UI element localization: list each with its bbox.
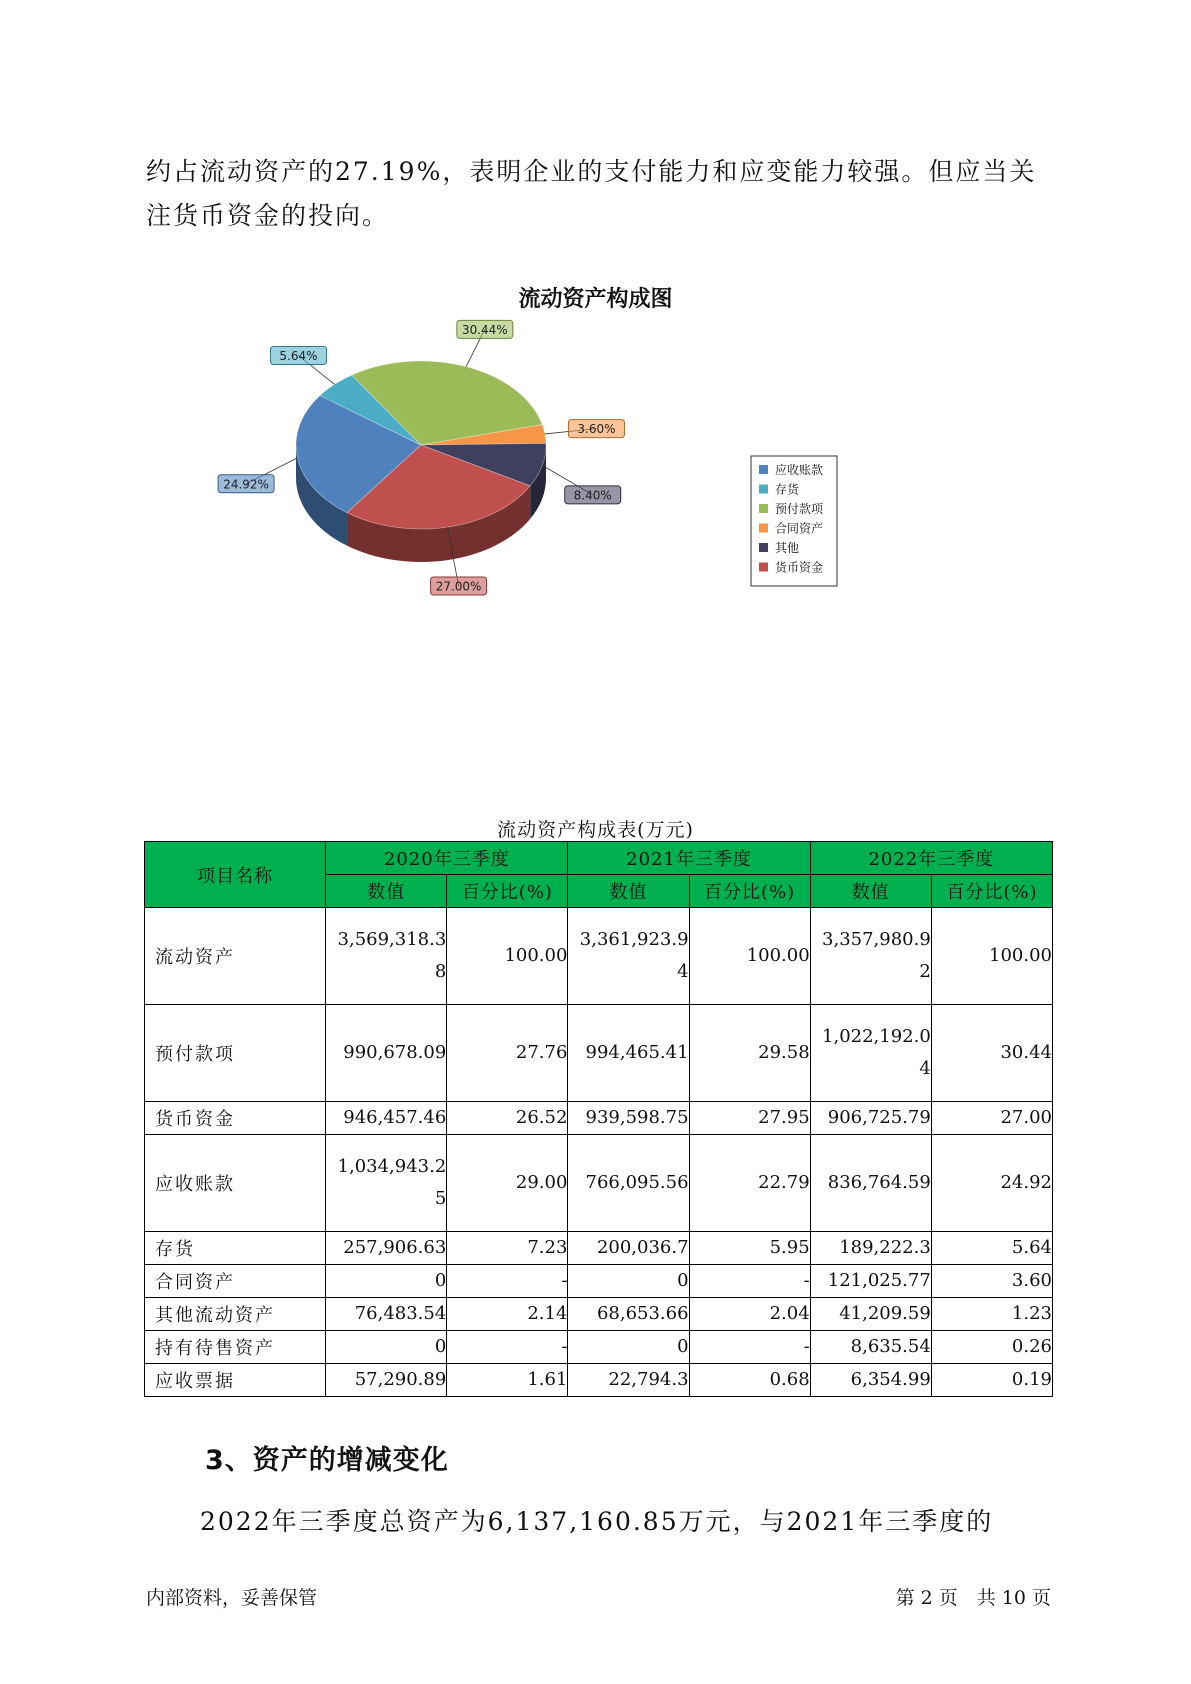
value-cell: 22,794.3	[568, 1364, 689, 1397]
chart-title: 流动资产构成图	[518, 287, 673, 312]
table-row	[145, 1298, 1053, 1331]
data-label: 3.60%	[577, 422, 616, 437]
data-label: 27.00%	[435, 579, 482, 594]
row-label: 应收账款	[145, 1135, 326, 1232]
table-caption: 流动资产构成表(万元)	[497, 819, 694, 841]
table-row	[145, 1005, 1053, 1102]
table-row	[145, 1331, 1053, 1364]
value-cell: 766,095.56	[568, 1135, 689, 1232]
percent-cell: -	[447, 1331, 568, 1364]
row-label: 货币资金	[145, 1102, 326, 1135]
legend-swatch	[759, 504, 768, 513]
footer-confidential-note: 内部资料，妥善保管	[146, 1587, 318, 1609]
value-cell: 189,222.3	[810, 1232, 931, 1265]
row-label: 合同资产	[145, 1265, 326, 1298]
legend-swatch	[759, 465, 768, 474]
percent-cell: 2.04	[689, 1298, 810, 1331]
table-row	[145, 1232, 1053, 1265]
percent-cell: 27.76	[447, 1005, 568, 1102]
table-row	[145, 908, 1053, 1005]
percent-cell: 100.00	[689, 908, 810, 1005]
value-cell: 41,209.59	[810, 1298, 931, 1331]
percent-cell: 7.23	[447, 1232, 568, 1265]
percent-cell: 29.00	[447, 1135, 568, 1232]
body-paragraph: 2022年三季度总资产为6,137,160.85万元，与2021年三季度的	[200, 1507, 994, 1536]
header-percent: 百分比(%)	[931, 875, 1052, 908]
percent-cell: 5.64	[931, 1232, 1052, 1265]
header-period: 2022年三季度	[810, 842, 1052, 875]
value-cell: 3,361,923.94	[568, 908, 689, 1005]
header-period: 2020年三季度	[326, 842, 568, 875]
percent-cell: 100.00	[931, 908, 1052, 1005]
percent-cell: 27.00	[931, 1102, 1052, 1135]
pie-slices	[296, 361, 546, 529]
footer-page-number: 第 2 页 共 10 页	[895, 1587, 1051, 1609]
header-item-name: 项目名称	[145, 842, 326, 908]
percent-cell: 0.68	[689, 1364, 810, 1397]
header-value: 数值	[568, 875, 689, 908]
value-cell: 76,483.54	[326, 1298, 447, 1331]
pie-chart	[0, 0, 1191, 760]
data-label: 8.40%	[573, 488, 612, 503]
percent-cell: 30.44	[931, 1005, 1052, 1102]
row-label: 流动资产	[145, 908, 326, 1005]
row-label: 持有待售资产	[145, 1331, 326, 1364]
percent-cell: 3.60	[931, 1265, 1052, 1298]
legend-entry: 预付款项	[775, 502, 824, 516]
value-cell: 3,357,980.92	[810, 908, 931, 1005]
legend-entry: 存货	[775, 482, 800, 497]
data-label: 30.44%	[461, 322, 508, 337]
legend-entry: 合同资产	[775, 521, 824, 536]
table-row	[145, 1135, 1053, 1232]
percent-cell: 5.95	[689, 1232, 810, 1265]
percent-cell: 1.23	[931, 1298, 1052, 1331]
legend-swatch	[759, 543, 768, 552]
section-heading: 3、资产的增减变化	[205, 1445, 449, 1476]
percent-cell: 100.00	[447, 908, 568, 1005]
header-value: 数值	[326, 875, 447, 908]
data-label: 5.64%	[279, 348, 318, 363]
percent-cell: -	[689, 1265, 810, 1298]
row-label: 其他流动资产	[145, 1298, 326, 1331]
header-percent: 百分比(%)	[447, 875, 568, 908]
legend-swatch	[759, 524, 768, 533]
legend-swatch	[759, 485, 768, 494]
value-cell: 3,569,318.38	[326, 908, 447, 1005]
table-row	[145, 1102, 1053, 1135]
percent-cell: 0.26	[931, 1331, 1052, 1364]
value-cell: 939,598.75	[568, 1102, 689, 1135]
value-cell: 57,290.89	[326, 1364, 447, 1397]
header-value: 数值	[810, 875, 931, 908]
percent-cell: 29.58	[689, 1005, 810, 1102]
table-row	[145, 1265, 1053, 1298]
row-label: 存货	[145, 1232, 326, 1265]
value-cell: 0	[326, 1331, 447, 1364]
value-cell: 68,653.66	[568, 1298, 689, 1331]
value-cell: 990,678.09	[326, 1005, 447, 1102]
percent-cell: 1.61	[447, 1364, 568, 1397]
value-cell: 946,457.46	[326, 1102, 447, 1135]
table-row	[145, 1364, 1053, 1397]
header-percent: 百分比(%)	[689, 875, 810, 908]
value-cell: 906,725.79	[810, 1102, 931, 1135]
value-cell: 1,034,943.25	[326, 1135, 447, 1232]
percent-cell: 26.52	[447, 1102, 568, 1135]
percent-cell: 2.14	[447, 1298, 568, 1331]
value-cell: 0	[568, 1331, 689, 1364]
value-cell: 836,764.59	[810, 1135, 931, 1232]
legend-entry: 货币资金	[775, 560, 824, 575]
header-period: 2021年三季度	[568, 842, 810, 875]
data-label: 24.92%	[223, 477, 269, 492]
value-cell: 0	[568, 1265, 689, 1298]
value-cell: 121,025.77	[810, 1265, 931, 1298]
percent-cell: 27.95	[689, 1102, 810, 1135]
value-cell: 994,465.41	[568, 1005, 689, 1102]
percent-cell: -	[689, 1331, 810, 1364]
percent-cell: 22.79	[689, 1135, 810, 1232]
body-paragraph: 约占流动资产的27.19%，表明企业的支付能力和应变能力较强。但应当关注货币资金的投向。	[146, 157, 1037, 230]
value-cell: 1,022,192.04	[810, 1005, 931, 1102]
value-cell: 0	[326, 1265, 447, 1298]
value-cell: 6,354.99	[810, 1364, 931, 1397]
value-cell: 257,906.63	[326, 1232, 447, 1265]
legend-entry: 应收账款	[775, 463, 824, 477]
chart-legend	[751, 456, 837, 586]
legend-entry: 其他	[775, 541, 800, 555]
percent-cell: 24.92	[931, 1135, 1052, 1232]
row-label: 预付款项	[145, 1005, 326, 1102]
current-assets-table	[144, 841, 1053, 1397]
value-cell: 200,036.7	[568, 1232, 689, 1265]
row-label: 应收票据	[145, 1364, 326, 1397]
percent-cell: 0.19	[931, 1364, 1052, 1397]
value-cell: 8,635.54	[810, 1331, 931, 1364]
legend-swatch	[759, 563, 768, 572]
percent-cell: -	[447, 1265, 568, 1298]
